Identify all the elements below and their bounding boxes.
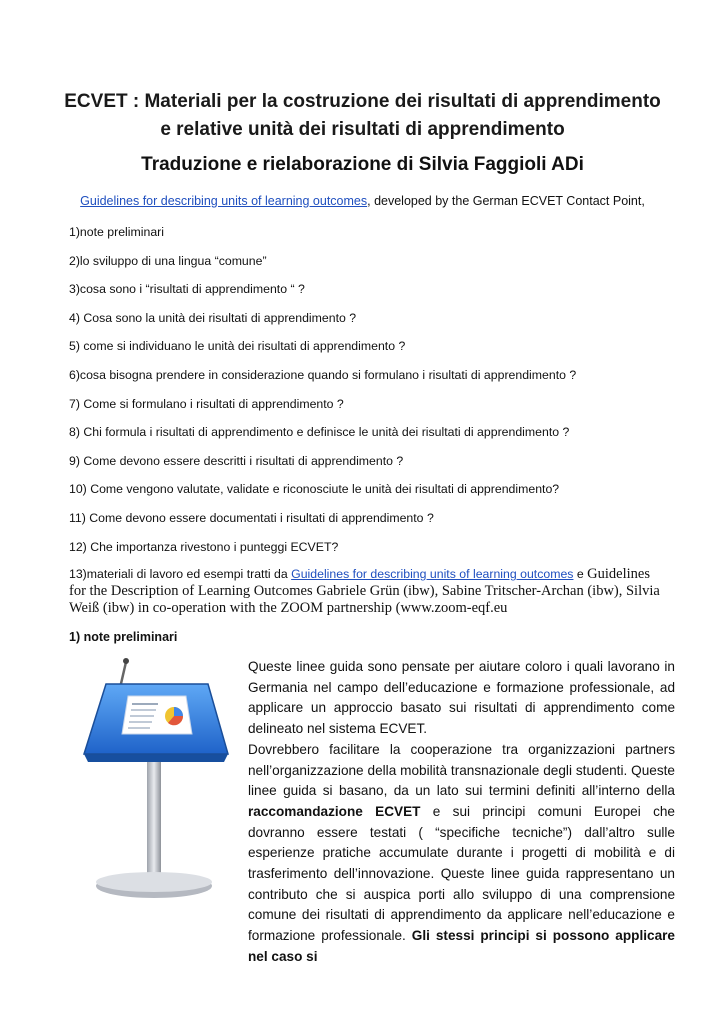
guidelines-link-2[interactable]: Guidelines for describing units of learning outcomes xyxy=(291,567,574,581)
ecvet-recommendation-bold: raccomandazione ECVET xyxy=(248,803,421,819)
toc-item: 6)cosa bisogna prendere in considerazione quando si formulano i risultati di apprendimento ? xyxy=(69,367,577,382)
toc-item: 4) Cosa sono la unità dei risultati di apprendimento ? xyxy=(69,310,357,325)
source-line xyxy=(40,192,685,210)
source-rest: , developed by the German ECVET Contact Point, xyxy=(367,194,645,208)
guidelines-link[interactable]: Guidelines for describing units of learning outcomes xyxy=(80,194,368,208)
table-of-contents xyxy=(69,224,679,567)
toc-item: 10) Come vengono valutate, validate e riconosciute le unità dei risultati di apprendimento? xyxy=(69,482,560,497)
item13-conj: e xyxy=(573,567,588,581)
toc-item-13 xyxy=(69,566,669,617)
toc-item: 5) come si individuano le unità dei risultati di apprendimento ? xyxy=(69,339,406,354)
paragraph-2 xyxy=(248,740,675,968)
document-title: ECVET : Materiali per la costruzione dei risultati di apprendimento e relative unità dei risultati di apprendimento xyxy=(64,91,661,140)
section-heading: 1) note preliminari xyxy=(69,630,178,644)
toc-item: 12) Che importanza rivestono i punteggi ECVET? xyxy=(69,539,339,554)
paragraph-2-text: Dovrebbero facilitare la cooperazione tra organizzazioni partners nell’organizzazione della mobilità transnazionale degli studenti. Queste linee guida si basano, da un lato sui termini definiti all’interno della xyxy=(248,741,675,799)
presentation-podium-icon xyxy=(68,650,243,910)
toc-item: 1)note preliminari xyxy=(69,225,165,239)
toc-item: 8) Chi formula i risultati di apprendimento e definisce le unità dei risultati di apprendimento ? xyxy=(69,425,570,440)
toc-item: 11) Come devono essere documentati i risultati di apprendimento ? xyxy=(69,510,434,525)
paragraph-2-text-cont: e sui principi comuni Europei che dovranno essere testati ( “specifiche tecniche”) dall’altro sulle esperienze pratiche accumulate durante i progetti di mobilità e di trasferimento dell’innovazione. Queste linee guida rappresentano un contributo che si auspica porti allo sviluppo di una comprensione comune dei risultati di apprendimento da applicare nell’educazione e formazione professionale. xyxy=(248,803,675,944)
item13-prefix: 13)materiali di lavoro ed esempi tratti da xyxy=(69,567,292,581)
item13-reference: Guidelines for the Description of Learning Outcomes Gabriele Grün (ibw), Sabine Tritscher-Archan (ibw), Silvia Weiß (ibw) in co-operation with the ZOOM partnership (www.zoom-eqf.eu xyxy=(69,566,660,616)
document-subtitle: Traduzione e rielaborazione di Silvia Faggioli ADi xyxy=(141,154,584,175)
toc-item: 7) Come si formulano i risultati di apprendimento ? xyxy=(69,396,344,411)
paragraph-1: Queste linee guida sono pensate per aiutare coloro i quali lavorano in Germania nel campo dell’educazione e formazione professionale, ad applicare un approccio basato sui risultati di apprendimento come delineato nel sistema ECVET. xyxy=(248,659,675,737)
toc-item: 9) Come devono essere descritti i risultati di apprendimento ? xyxy=(69,453,404,468)
body-text xyxy=(248,657,675,968)
paragraph-2-bold-end: Gli stessi principi si possono applicare nel caso si xyxy=(248,928,675,964)
toc-item: 2)lo sviluppo di una lingua “comune” xyxy=(69,253,267,268)
toc-item: 3)cosa sono i “risultati di apprendimento “ ? xyxy=(69,282,305,297)
